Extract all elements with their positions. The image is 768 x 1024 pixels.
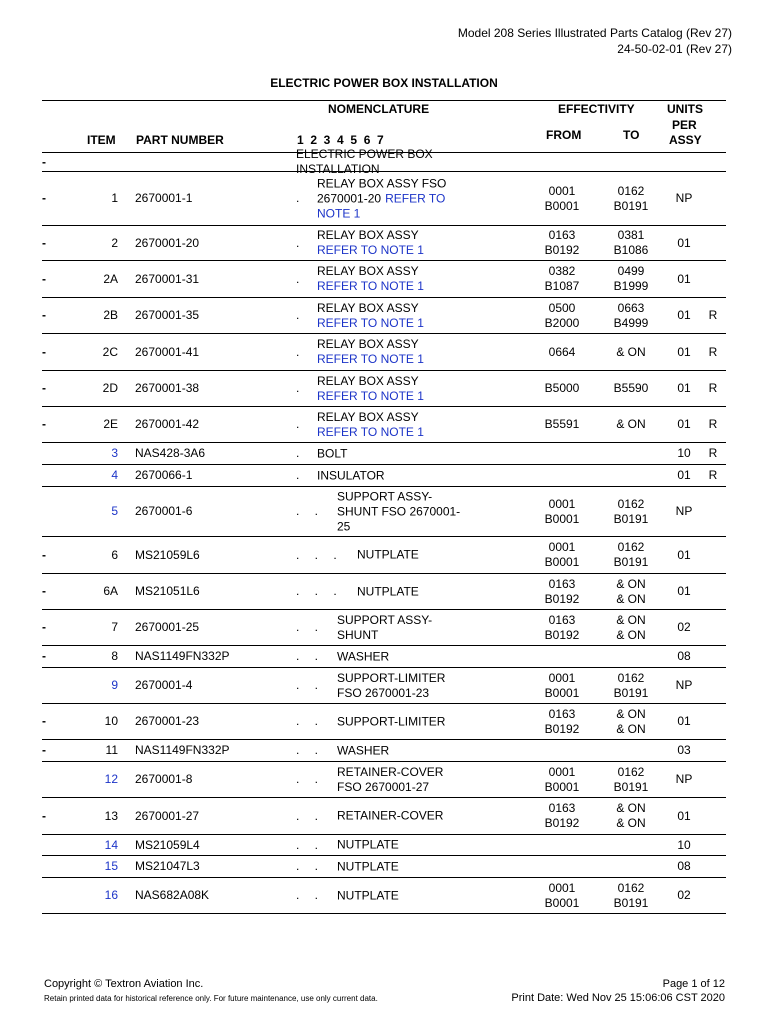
nomenclature-line: RELAY BOX ASSY FSO <box>317 176 447 190</box>
item-number: 2A <box>103 271 118 286</box>
nomenclature-line: NUTPLATE <box>337 859 399 873</box>
indent-dots: . <box>296 271 306 286</box>
change-mark: - <box>42 381 46 395</box>
units-per-assy: 10 <box>677 837 691 852</box>
nomenclature <box>337 668 537 703</box>
revision-mark <box>706 261 720 297</box>
change-mark <box>42 878 54 913</box>
item-number[interactable]: 9 <box>111 678 118 692</box>
effectivity-from <box>527 856 597 877</box>
nomenclature <box>337 740 537 761</box>
change-mark: - <box>42 154 46 169</box>
change-mark <box>42 443 54 464</box>
nomenclature-line: SUPPORT ASSY- <box>337 489 433 503</box>
effectivity-from: 0001 B0001 <box>544 496 580 526</box>
units-per-assy: 01 <box>677 271 691 286</box>
revision-mark <box>706 835 720 855</box>
refer-to-note-link[interactable]: REFER TO NOTE 1 <box>317 243 424 257</box>
units-per-assy: 08 <box>677 649 691 663</box>
item-number[interactable]: 14 <box>104 837 118 852</box>
item-number: 1 <box>111 191 118 205</box>
revision-mark <box>706 798 720 834</box>
table-row <box>42 226 726 261</box>
units-per-assy: 01 <box>677 235 691 250</box>
item-number[interactable]: 15 <box>104 859 118 873</box>
effectivity-to: & ON & ON <box>616 576 646 606</box>
part-number: 2670001-6 <box>135 504 193 518</box>
part-number: 2670001-23 <box>135 714 200 728</box>
effectivity-from <box>527 153 597 171</box>
refer-to-note-link[interactable]: REFER TO NOTE 1 <box>317 388 424 403</box>
retain-notice: Retain printed data for historical reference only. For future maintenance, use only current data. <box>44 994 378 1003</box>
table-row <box>42 856 726 878</box>
nomenclature <box>337 610 537 645</box>
col-units: UNITS <box>667 102 703 116</box>
effectivity-from <box>527 443 597 464</box>
units-per-assy: 01 <box>677 547 691 562</box>
effectivity-from: 0163 B0192 <box>544 706 580 736</box>
table-row <box>42 574 726 610</box>
effectivity-from: 0001 B0001 <box>544 764 580 794</box>
table-row <box>42 740 726 762</box>
table-row <box>42 798 726 835</box>
change-mark: - <box>42 235 46 250</box>
effectivity-to: 0499 B1999 <box>613 264 649 293</box>
indent-dots: . . <box>296 504 325 518</box>
item-number[interactable]: 16 <box>104 888 118 902</box>
nomenclature-line: NUTPLATE <box>337 837 399 852</box>
part-number: 2670001-38 <box>135 381 200 395</box>
part-number: NAS1149FN332P <box>135 743 230 757</box>
table-row <box>42 487 726 537</box>
nomenclature-line: RELAY BOX ASSY <box>317 300 419 315</box>
change-mark: - <box>42 344 46 359</box>
change-mark: - <box>42 620 46 634</box>
item-number: 2E <box>103 417 118 431</box>
effectivity-to: 0663 B4999 <box>613 300 649 330</box>
indent-dots: . . <box>296 888 325 902</box>
indent-dots: . . <box>296 808 325 823</box>
effectivity-to: & ON & ON <box>616 801 646 830</box>
nomenclature-line: BOLT <box>317 446 348 460</box>
units-per-assy: 01 <box>677 417 691 431</box>
revision-mark: R <box>708 446 718 460</box>
nomenclature-line: INSULATOR <box>317 468 385 482</box>
table-row <box>42 762 726 798</box>
item-number: 2D <box>102 381 118 395</box>
effectivity-from: 0382 B1087 <box>544 264 580 293</box>
table-row <box>42 610 726 646</box>
effectivity-from: 0163 B0192 <box>544 801 580 830</box>
nomenclature-line <box>317 191 462 221</box>
item-number[interactable]: 5 <box>111 504 118 518</box>
col-nomenclature: NOMENCLATURE <box>328 102 430 116</box>
revision-mark: R <box>708 344 718 359</box>
part-number: 2670001-1 <box>135 191 193 205</box>
table-row <box>42 537 726 574</box>
indent-dots: . <box>296 235 306 250</box>
part-number: 2670001-35 <box>135 308 200 322</box>
effectivity-to: 0162 B0191 <box>613 540 649 569</box>
units-per-assy: 01 <box>677 808 691 823</box>
effectivity-from: 0001 B0001 <box>544 880 580 910</box>
units-per-assy <box>665 153 703 171</box>
nomenclature-line: NUTPLATE <box>337 888 399 902</box>
revision-mark: R <box>708 308 718 322</box>
part-number: 2670001-42 <box>135 417 200 431</box>
indent-dots: . <box>296 446 306 460</box>
effectivity-to: & ON <box>616 344 646 359</box>
refer-to-note-link[interactable]: REFER TO NOTE 1 <box>317 424 424 439</box>
table-row <box>42 465 726 487</box>
indent-dots: . . <box>296 678 325 692</box>
nomenclature <box>317 334 517 370</box>
nomenclature <box>337 878 537 913</box>
part-number: 2670001-4 <box>135 678 193 692</box>
item-number[interactable]: 12 <box>104 772 118 786</box>
indent-dots: . . <box>296 859 325 873</box>
nomenclature-line: NUTPLATE <box>357 547 419 562</box>
col-effectivity: EFFECTIVITY <box>558 102 635 116</box>
part-number: MS21051L6 <box>135 584 200 598</box>
revision-mark <box>706 226 720 260</box>
part-number: NAS682A08K <box>135 888 210 902</box>
effectivity-from: 0163 B0192 <box>544 228 580 257</box>
table-row <box>42 407 726 443</box>
effectivity-to: 0162 B0191 <box>613 764 649 794</box>
effectivity-from: 0163 B0192 <box>544 612 580 642</box>
units-per-assy: 01 <box>677 344 691 359</box>
revision-mark <box>706 646 720 667</box>
change-mark <box>42 762 54 797</box>
nomenclature-line: FSO 2670001-27 <box>337 779 430 794</box>
change-mark: - <box>42 547 46 562</box>
effectivity-from <box>527 646 597 667</box>
nomenclature <box>337 762 537 797</box>
indent-dots: . . . <box>296 584 343 598</box>
part-number: 2670001-27 <box>135 808 200 823</box>
table-row <box>42 835 726 856</box>
change-mark: - <box>42 308 46 322</box>
effectivity-to: 0162 B0191 <box>613 496 649 526</box>
effectivity-to <box>597 465 665 486</box>
nomenclature-line: RELAY BOX ASSY <box>317 409 419 424</box>
part-number: MS21059L6 <box>135 547 200 562</box>
table-row <box>42 261 726 298</box>
part-number: MS21047L3 <box>135 859 200 873</box>
col-per: PER <box>672 118 697 132</box>
table-row <box>42 147 726 176</box>
nomenclature-line: RELAY BOX ASSY <box>317 337 419 351</box>
change-mark: - <box>42 743 46 757</box>
revision-mark <box>706 668 720 703</box>
nomenclature <box>337 856 537 877</box>
item-number: 6A <box>103 584 118 598</box>
item-number: 11 <box>105 743 118 757</box>
part-number: 2670001-20 <box>135 235 200 250</box>
item-number: 7 <box>111 620 118 634</box>
indent-dots: . . <box>296 837 325 852</box>
change-mark: - <box>42 649 46 663</box>
col-part-number: PART NUMBER <box>136 133 224 147</box>
refer-to-note-link[interactable]: REFER TO NOTE 1 <box>317 352 424 366</box>
nomenclature-line: RETAINER-COVER <box>337 764 444 779</box>
indent-dots: . . <box>296 649 325 663</box>
effectivity-to: & ON <box>616 417 646 431</box>
effectivity-from <box>527 835 597 855</box>
revision-mark <box>706 537 720 573</box>
units-per-assy: 01 <box>677 381 691 395</box>
indent-dots: . . <box>296 772 325 786</box>
units-per-assy: 10 <box>677 446 691 460</box>
effectivity-from: B5000 <box>544 381 580 395</box>
nomenclature <box>317 443 517 464</box>
nomenclature <box>317 261 517 297</box>
effectivity-from: 0163 B0192 <box>544 576 580 606</box>
nomenclature-line: ELECTRIC POWER BOX INSTALLATION <box>296 147 433 176</box>
units-per-assy: NP <box>675 191 693 205</box>
revision-mark <box>706 762 720 797</box>
page-title: ELECTRIC POWER BOX INSTALLATION <box>270 76 498 90</box>
effectivity-to: 0162 B0191 <box>613 670 649 700</box>
effectivity-to: & ON & ON <box>616 706 646 736</box>
change-mark: - <box>42 417 46 431</box>
part-number: 2670001-41 <box>135 344 200 359</box>
effectivity-to: 0162 B0191 <box>613 880 649 910</box>
effectivity-to <box>597 646 665 667</box>
nomenclature-line: SHUNT <box>337 627 379 642</box>
nomenclature <box>317 371 517 406</box>
change-mark <box>42 668 54 703</box>
table-row <box>42 334 726 371</box>
item-number: 6 <box>111 547 118 562</box>
table-row <box>42 172 726 226</box>
change-mark: - <box>42 191 46 205</box>
nomenclature-line: RELAY BOX ASSY <box>317 373 419 388</box>
part-number: 2670001-8 <box>135 772 193 786</box>
print-date: Print Date: Wed Nov 25 15:06:06 CST 2020 <box>511 992 725 1004</box>
item-number: 13 <box>104 808 118 823</box>
refer-to-note-link[interactable]: REFER TO NOTE 1 <box>317 315 424 330</box>
change-mark: - <box>42 808 46 823</box>
copyright: Copyright © Textron Aviation Inc. <box>44 978 204 990</box>
nomenclature-line: SUPPORT-LIMITER <box>337 714 446 728</box>
col-indent-levels: 1 2 3 4 5 6 7 <box>297 133 384 147</box>
change-mark <box>42 487 54 536</box>
item-number: 8 <box>111 649 118 663</box>
change-mark <box>42 465 54 486</box>
refer-to-note-link[interactable]: REFER TO NOTE 1 <box>317 279 424 293</box>
page-number: Page 1 of 12 <box>662 978 725 990</box>
revision-mark <box>706 704 720 739</box>
change-mark <box>42 856 54 877</box>
indent-dots: . <box>296 417 306 431</box>
item-number: 2B <box>103 308 118 322</box>
nomenclature <box>317 172 517 225</box>
units-per-assy: 01 <box>677 714 691 728</box>
indent-dots: . . <box>296 714 325 728</box>
units-per-assy: 01 <box>677 308 691 322</box>
effectivity-to: B5590 <box>613 381 649 395</box>
nomenclature <box>296 147 496 176</box>
part-number <box>135 153 285 171</box>
effectivity-from: 0001 B0001 <box>544 183 580 213</box>
nomenclature <box>317 407 517 442</box>
nomenclature <box>337 835 537 855</box>
effectivity-to: 0162 B0191 <box>613 183 649 213</box>
units-per-assy: NP <box>675 678 693 692</box>
indent-dots: . <box>296 344 306 359</box>
revision-mark <box>706 740 720 761</box>
table-row <box>42 646 726 668</box>
indent-dots: . . . <box>296 547 343 562</box>
effectivity-to <box>597 856 665 877</box>
effectivity-to <box>597 740 665 761</box>
table-row <box>42 371 726 407</box>
item-number: 2C <box>102 344 118 359</box>
change-mark: - <box>42 271 46 286</box>
nomenclature <box>337 704 537 739</box>
change-mark: - <box>42 584 46 598</box>
catalog-title: Model 208 Series Illustrated Parts Catalog (Rev 27) <box>457 26 732 40</box>
item-number[interactable]: 4 <box>111 468 118 482</box>
nomenclature-line: WASHER <box>337 649 390 663</box>
nomenclature-line: SHUNT FSO 2670001- <box>337 504 461 518</box>
indent-dots: . . <box>296 743 325 757</box>
table-row <box>42 878 726 914</box>
effectivity-to <box>597 153 665 171</box>
table-row <box>42 443 726 465</box>
effectivity-from <box>527 740 597 761</box>
indent-dots: . . <box>296 620 325 634</box>
nomenclature <box>317 298 517 333</box>
nomenclature-text: 2670001-20 <box>317 191 382 205</box>
nomenclature <box>317 226 517 260</box>
effectivity-from: 0500 B2000 <box>544 300 580 330</box>
units-per-assy: NP <box>675 772 693 786</box>
nomenclature <box>317 465 517 486</box>
effectivity-to <box>597 835 665 855</box>
revision-mark <box>706 878 720 913</box>
nomenclature <box>337 646 537 667</box>
refer-to-note-link[interactable]: REFER TO NOTE 1 <box>317 191 446 220</box>
nomenclature-line: RETAINER-COVER <box>337 808 444 823</box>
units-per-assy: 02 <box>677 620 691 634</box>
part-number: 2670001-31 <box>135 271 200 286</box>
part-number: 2670001-25 <box>135 620 200 634</box>
units-per-assy: 01 <box>677 584 691 598</box>
units-per-assy: 02 <box>677 888 691 902</box>
change-mark: - <box>42 714 46 728</box>
nomenclature-line: NUTPLATE <box>357 584 419 598</box>
effectivity-to <box>597 443 665 464</box>
revision-mark <box>706 610 720 645</box>
nomenclature-line: FSO 2670001-23 <box>337 685 430 700</box>
nomenclature-line: SUPPORT ASSY- <box>337 612 433 627</box>
units-per-assy: 01 <box>677 468 691 482</box>
indent-dots: . <box>296 381 306 395</box>
nomenclature-line: SUPPORT-LIMITER <box>337 670 446 685</box>
section-number: 24-50-02-01 (Rev 27) <box>617 42 732 56</box>
revision-mark: R <box>708 417 718 431</box>
indent-dots: . <box>296 308 306 322</box>
revision-mark <box>706 574 720 609</box>
nomenclature-line: RELAY BOX ASSY <box>317 264 419 278</box>
part-number: 2670066-1 <box>135 468 193 482</box>
indent-dots: . <box>296 191 306 205</box>
nomenclature-line: WASHER <box>337 743 390 757</box>
indent-dots: . <box>296 468 306 482</box>
col-assy: ASSY <box>669 133 702 147</box>
revision-mark: R <box>708 381 718 395</box>
revision-mark <box>706 856 720 877</box>
part-number: NAS1149FN332P <box>135 649 230 663</box>
part-number: NAS428-3A6 <box>135 446 206 460</box>
change-mark <box>42 835 54 855</box>
effectivity-from: B5591 <box>544 417 580 431</box>
effectivity-to: 0381 B1086 <box>613 228 649 257</box>
table-row <box>42 704 726 740</box>
effectivity-from <box>527 465 597 486</box>
nomenclature <box>337 487 537 536</box>
effectivity-from: 0664 <box>548 344 576 359</box>
table-row <box>42 668 726 704</box>
units-per-assy: 08 <box>677 859 691 873</box>
item-number <box>82 153 118 171</box>
col-from: FROM <box>546 128 582 142</box>
col-item: ITEM <box>87 133 116 147</box>
revision-mark <box>706 172 720 225</box>
effectivity-from: 0001 B0001 <box>544 540 580 569</box>
part-number: MS21059L4 <box>135 837 200 852</box>
nomenclature-line: 25 <box>337 519 351 533</box>
effectivity-from: 0001 B0001 <box>544 670 580 700</box>
revision-mark: R <box>708 468 718 482</box>
item-number: 2 <box>111 235 118 250</box>
item-number[interactable]: 3 <box>111 446 118 460</box>
nomenclature <box>337 798 537 834</box>
effectivity-to: & ON & ON <box>616 612 646 642</box>
table-row <box>42 298 726 334</box>
nomenclature-line: RELAY BOX ASSY <box>317 228 419 242</box>
units-per-assy: 03 <box>677 743 691 757</box>
item-number: 10 <box>104 714 118 728</box>
revision-mark <box>706 487 720 536</box>
revision-mark <box>706 153 720 171</box>
units-per-assy: NP <box>675 504 693 518</box>
col-to: TO <box>623 128 640 142</box>
